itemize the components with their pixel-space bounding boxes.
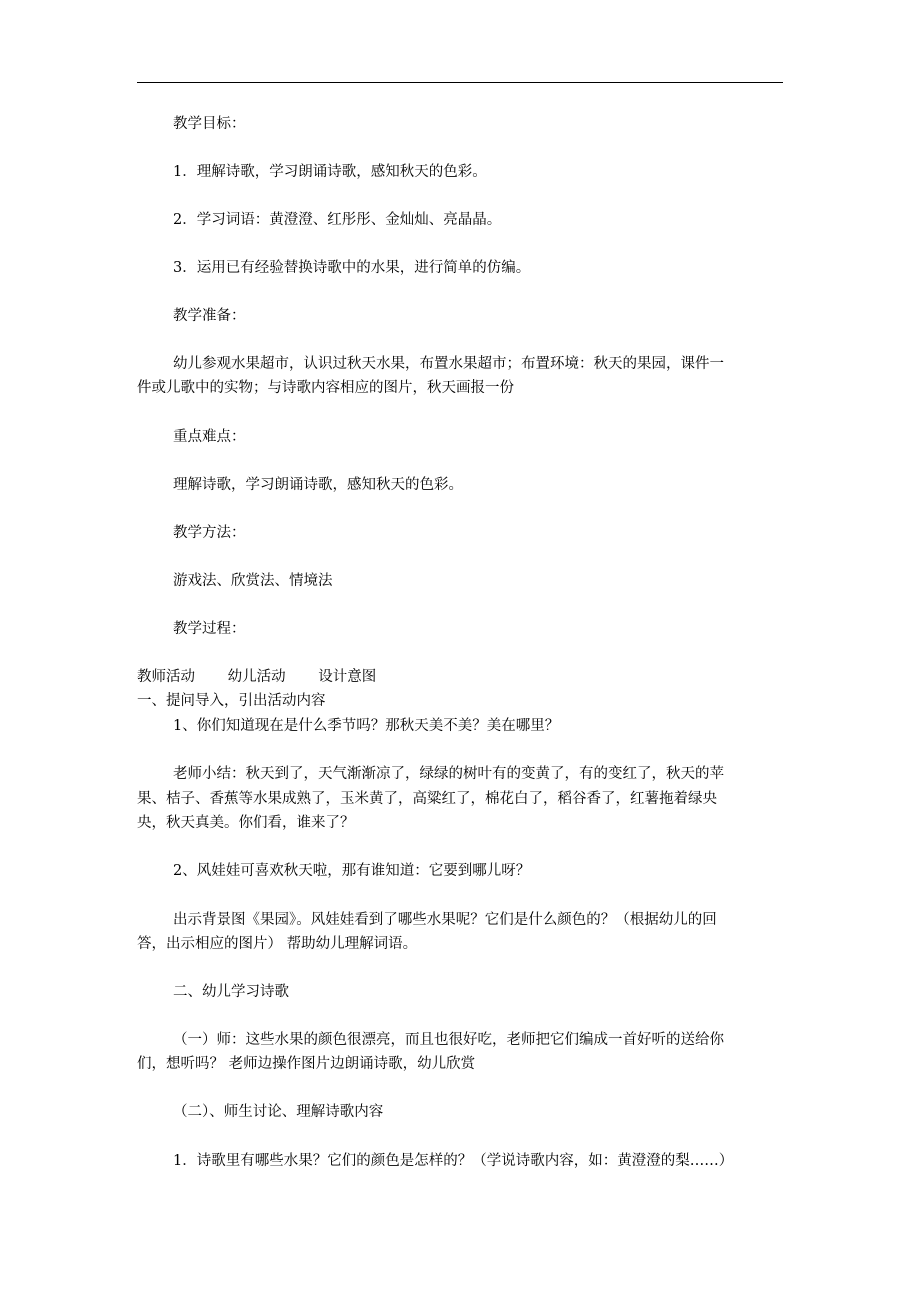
question-1: 1、你们知道现在是什么季节吗？那秋天美不美？美在哪里？ — [173, 718, 560, 734]
teacher-summary-line-2: 果、桔子、香蕉等水果成熟了，玉米黄了，高粱红了，棉花白了，稻谷香了，红薯拖着绿央 — [137, 791, 717, 807]
background-image-text-line-1: 出示背景图《果园》。风娃娃看到了哪些水果呢？它们是什么颜色的？（根据幼儿的回 — [173, 912, 717, 928]
teacher-summary-line-3: 央，秋天真美。你们看，谁来了？ — [137, 815, 355, 831]
preparation-text-line-1: 幼儿参观水果超市，认识过秋天水果，布置水果超市；布置环境：秋天的果园，课件一 — [173, 356, 724, 372]
teacher-summary-line-1: 老师小结：秋天到了，天气渐渐凉了，绿绿的树叶有的变黄了，有的变红了，秋天的苹 — [173, 766, 724, 782]
activity-columns — [137, 667, 376, 687]
sub-one-text-line-1: （一）师：这些水果的颜色很漂亮，而且也很好吃，老师把它们编成一首好听的送给你 — [173, 1032, 724, 1048]
preparation-text-line-2: 件或儿歌中的实物；与诗歌内容相应的图片，秋天画报一份 — [137, 380, 514, 396]
discussion-question-1: 1．诗歌里有哪些水果？它们的颜色是怎样的？（学说诗歌内容，如：黄澄澄的梨……） — [173, 1153, 734, 1169]
background-image-text-line-2: 答，出示相应的图片） 帮助幼儿理解词语。 — [137, 936, 418, 952]
question-2: 2、风娃娃可喜欢秋天啦，那有谁知道：它要到哪儿呀？ — [173, 863, 531, 879]
sub-two-title: （二）、师生讨论、理解诗歌内容 — [173, 1104, 384, 1120]
heading-process: 教学过程： — [173, 621, 246, 637]
header-rule — [137, 82, 783, 83]
goal-item-1: 1．理解诗歌，学习朗诵诗歌，感知秋天的色彩。 — [173, 164, 487, 180]
heading-teaching-goals: 教学目标： — [173, 116, 246, 132]
heading-preparation: 教学准备： — [173, 308, 246, 324]
section-one-title: 一、提问导入，引出活动内容 — [137, 693, 326, 709]
column-child-activity: 幼儿活动 — [227, 669, 286, 685]
goal-item-2: 2．学习词语：黄澄澄、红彤彤、金灿灿、亮晶晶。 — [173, 212, 502, 228]
heading-key-points: 重点难点： — [173, 429, 246, 445]
goal-item-3: 3．运用已有经验替换诗歌中的水果，进行简单的仿编。 — [173, 260, 531, 276]
column-design-intent: 设计意图 — [318, 669, 377, 685]
sub-one-text-line-2: 们，想听吗？ 老师边操作图片边朗诵诗歌，幼儿欣赏 — [137, 1056, 476, 1072]
methods-text: 游戏法、欣赏法、情境法 — [173, 573, 333, 589]
column-teacher-activity: 教师活动 — [137, 669, 195, 685]
key-points-text: 理解诗歌，学习朗诵诗歌，感知秋天的色彩。 — [173, 477, 463, 493]
section-two-title: 二、幼儿学习诗歌 — [173, 984, 289, 1000]
heading-methods: 教学方法： — [173, 525, 246, 541]
